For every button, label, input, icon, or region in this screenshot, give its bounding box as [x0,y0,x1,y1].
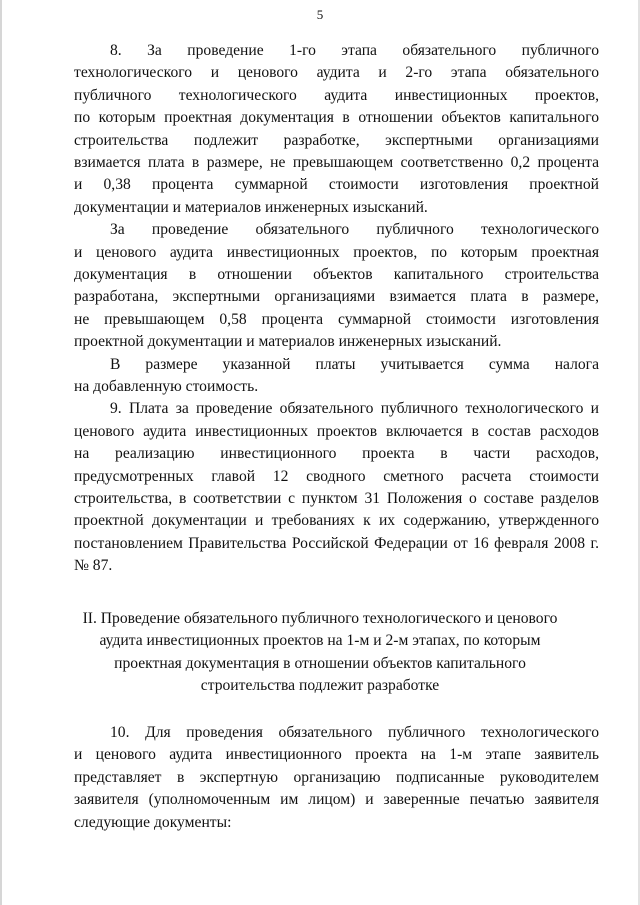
text-line: строительства, в соответствии с пунктом 31 Положения о составе разделов [74,490,599,507]
section-heading-line: II. Проведение обязательного публичного технологического и ценового [82,610,558,627]
section-heading-line: строительства подлежит разработке [200,677,440,695]
text-line: постановлением Правительства Российской Федерации от 16 февраля 2008 г. [74,534,599,552]
text-line: взимается плата в размере, не превышающем соответственно 0,2 процента [74,154,599,171]
text-line: на добавленную стоимость. [74,378,259,395]
text-line: проектной документации и материалов инженерных изысканий. [74,333,502,351]
text-line: предусмотренных главой 12 сводного сметного расчета стоимости [74,467,599,485]
text-line: 9. Плата за проведение обязательного публичного технологического и [110,400,599,418]
section-heading-line: проектная документация в отношении объектов капитального [114,654,526,672]
text-line: представляет в экспертную организацию подписанные руководителем [74,768,599,786]
scan-left-edge [0,0,2,905]
text-line: проектной документации и требованиях к их содержанию, утвержденного [74,512,599,530]
text-line: разработана, экспертными организациями взимается плата в размере, [74,288,599,306]
text-line: и ценового аудита инвестиционного проекта на 1-м этапе заявитель [74,746,599,764]
text-line: не превышающем 0,58 процента суммарной стоимости изготовления [74,310,599,328]
text-line: по которым проектная документация в отношении объектов капитального [74,109,599,127]
text-line: ценового аудита инвестиционных проектов включается в состав расходов [74,422,599,440]
page-number: 5 [316,7,324,22]
text-line: следующие документы: [74,813,232,831]
text-line: строительства подлежит разработке, экспертными организациями [74,131,599,149]
text-line: За проведение обязательного публичного технологического [110,221,599,239]
text-line: публичного технологического аудита инвестиционных проектов, [74,86,599,104]
text-line: на реализацию инвестиционного проекта в части расходов, [74,445,599,463]
text-line: № 87. [74,557,113,575]
text-line: и 0,38 процента суммарной стоимости изготовления проектной [74,176,599,194]
text-line: 8. За проведение 1-го этапа обязательного публичного [110,42,599,59]
text-line: документации и материалов инженерных изысканий. [74,198,428,216]
text-line: технологического и ценового аудита и 2-го этапа обязательного [74,64,599,82]
text-line: 10. Для проведения обязательного публичного технологического [110,724,599,741]
text-line: документация в отношении объектов капитального строительства [74,266,599,283]
section-heading-line: аудита инвестиционных проектов на 1-м и 2-м этапах, по которым [99,632,541,650]
text-line: заявителя (уполномоченным им лицом) и заверенные печатью заявителя [74,791,599,809]
text-line: В размере указанной платы учитывается сумма налога [110,355,599,373]
text-line: и ценового аудита инвестиционных проектов, по которым проектная [74,243,599,261]
